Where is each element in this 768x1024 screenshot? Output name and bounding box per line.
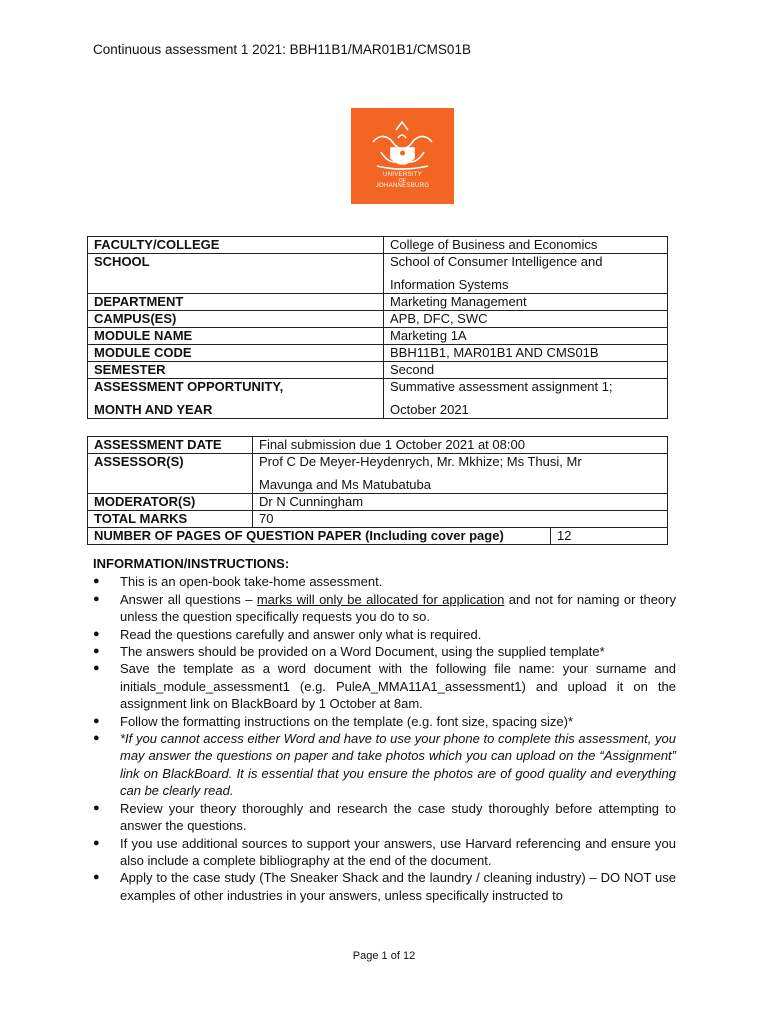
list-item: ● Follow the formatting instructions on the template (e.g. font size, spacing size)*: [93, 713, 574, 729]
bullet-icon: ●: [93, 592, 100, 605]
table-row: [88, 494, 668, 511]
list-item: ● *If you cannot access either Word and have to use your phone to complete this assessment, you may answer the questions on paper and take photos which you can upload on the “Assignment” link on BlackBoard. It is essential that you ensure the photos are of good quality and everything can be clearly read.: [93, 731, 676, 799]
bullet-icon: ●: [93, 627, 100, 640]
list-item: ● Answer all questions – marks will only be allocated for application and not for naming or theory unless the question specifically requests you do to so.: [93, 591, 676, 625]
page-number: Page 1 of 12: [352, 950, 416, 962]
total-marks-label: TOTAL MARKS: [88, 511, 253, 528]
bullet-icon: ●: [93, 714, 100, 727]
total-marks-value: 70: [253, 511, 668, 528]
table-row: [88, 345, 668, 362]
assessment-opportunity-value: [384, 379, 668, 419]
bullet-icon: ●: [93, 871, 100, 884]
table-row: [88, 379, 668, 419]
assessment-opportunity-value-line1: Summative assessment assignment 1;: [390, 379, 613, 394]
list-item: ● Apply to the case study (The Sneaker Shack and the laundry / cleaning industry) – DO NOT use examples of other industries in your answers, unless specifically instructed to: [93, 870, 676, 903]
assessment-info-table: [87, 436, 668, 545]
bullet-icon: ●: [93, 836, 100, 849]
table-row: [88, 311, 668, 328]
list-item: ● If you use additional sources to support your answers, use Harvard referencing and ensure you also include a complete bibliography at the end of the document.: [93, 835, 676, 868]
bullet-icon: ●: [93, 662, 100, 675]
assessment-opportunity-value-line2: October 2021: [390, 402, 469, 417]
table-row: [88, 362, 668, 379]
department-label: DEPARTMENT: [88, 294, 384, 311]
table-row: [88, 294, 668, 311]
assessment-opportunity-line1: ASSESSMENT OPPORTUNITY,: [94, 379, 284, 394]
assessors-label: ASSESSOR(S): [88, 454, 253, 494]
assessment-opportunity-label: [88, 379, 384, 419]
list-item: ● Read the questions carefully and answer only what is required.: [93, 626, 482, 642]
assessors-value-line2: Mavunga and Ms Matubatuba: [259, 477, 431, 492]
logo-text-of: OF: [398, 178, 407, 184]
semester-value: Second: [384, 362, 668, 379]
logo-text-johannesburg: JOHANNESBURG: [375, 183, 430, 189]
underlined-emphasis: marks will only be allocated for application: [256, 591, 505, 607]
module-name-value: Marketing 1A: [384, 328, 668, 345]
bullet-icon: ●: [93, 732, 100, 745]
bullet-icon: ●: [93, 575, 100, 588]
table-row: [88, 528, 668, 545]
instructions-list: [93, 573, 676, 904]
logo-text-university: UNIVERSITY: [382, 172, 422, 178]
semester-label: SEMESTER: [88, 362, 384, 379]
module-code-label: MODULE CODE: [88, 345, 384, 362]
school-value-line2: Information Systems: [390, 277, 509, 292]
module-info-table: [87, 236, 668, 419]
assessors-value: [253, 454, 668, 494]
table-row: [88, 454, 668, 494]
table-row: [88, 328, 668, 345]
faculty-value: College of Business and Economics: [384, 237, 668, 254]
school-value: [384, 254, 668, 294]
assessment-date-label: ASSESSMENT DATE: [88, 437, 253, 454]
list-item: ● Review your theory thoroughly and research the case study thoroughly before attempting to answer the questions.: [93, 800, 676, 834]
instructions-title: INFORMATION/INSTRUCTIONS:: [93, 556, 290, 571]
department-value: Marketing Management: [384, 294, 668, 311]
assessment-date-value: Final submission due 1 October 2021 at 08:00: [253, 437, 668, 454]
table-row: [88, 254, 668, 294]
campuses-label: CAMPUS(ES): [88, 311, 384, 328]
table-row: [88, 237, 668, 254]
document-header: Continuous assessment 1 2021: BBH11B1/MAR01B1/CMS01B: [93, 42, 471, 57]
school-value-line1: School of Consumer Intelligence and: [390, 254, 603, 269]
number-of-pages-value: 12: [551, 528, 668, 545]
table-row: [88, 437, 668, 454]
list-item: ● Save the template as a word document with the following file name: your surname and initials_module_assessment1 (e.g. PuleA_MMA11A1_assessment1) and upload it on the assignment link on BlackBoard by 1 October at 8am.: [93, 661, 676, 712]
faculty-label: FACULTY/COLLEGE: [88, 237, 384, 254]
moderators-value: Dr N Cunningham: [253, 494, 668, 511]
crest-icon: [351, 108, 454, 204]
campuses-value: APB, DFC, SWC: [384, 311, 668, 328]
assessment-opportunity-line2: MONTH AND YEAR: [94, 402, 213, 417]
bullet-icon: ●: [93, 801, 100, 814]
moderators-label: MODERATOR(S): [88, 494, 253, 511]
module-name-label: MODULE NAME: [88, 328, 384, 345]
list-item: ● The answers should be provided on a Word Document, using the supplied template*: [93, 644, 605, 660]
school-label: SCHOOL: [88, 254, 384, 294]
list-item: ● This is an open-book take-home assessment.: [93, 574, 383, 590]
module-code-value: BBH11B1, MAR01B1 AND CMS01B: [384, 345, 668, 362]
bullet-icon: ●: [93, 645, 100, 658]
table-row: [88, 511, 668, 528]
university-logo: [351, 108, 454, 204]
assessors-value-line1: Prof C De Meyer-Heydenrych, Mr. Mkhize; Ms Thusi, Mr: [259, 454, 582, 469]
number-of-pages-label: NUMBER OF PAGES OF QUESTION PAPER (Including cover page): [88, 528, 551, 545]
instructions-section: [93, 555, 676, 904]
